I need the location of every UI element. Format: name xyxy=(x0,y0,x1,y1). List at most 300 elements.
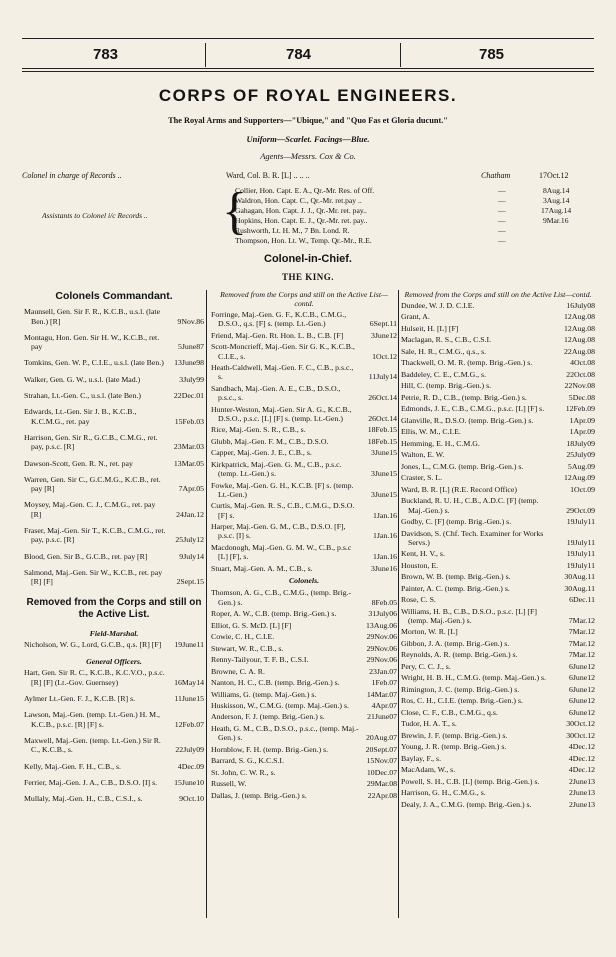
appointment-date: 21June07 xyxy=(367,712,397,722)
appointment-date: 12Aug.09 xyxy=(564,473,595,483)
appointment-date: 29Nov.06 xyxy=(366,643,397,653)
officer-name: Lawson, Maj.-Gen. (temp. Lt.-Gen.) H. M., K.C.B., p.s.c. [R] [F] s. xyxy=(24,710,160,729)
officer-name: Stewart, W. R., C.B., s. xyxy=(211,643,284,653)
officer-name: Sale, H. R., C.M.G., q.s., s. xyxy=(401,346,487,356)
officer-name: Pery, C. C. J., s. xyxy=(401,661,451,671)
appointment-date: 7Mar.12 xyxy=(568,627,595,637)
officer-name: Hornblow, F. H. (temp. Brig.-Gen.) s. xyxy=(211,744,329,754)
officer-name: Huskisson, W., C.M.G. (temp. Maj.-Gen.) s. xyxy=(211,701,349,710)
general-officers-list xyxy=(24,668,204,803)
officer-entry xyxy=(401,358,595,367)
officer-name: Young, J. R. (temp. Brig.-Gen.) s. xyxy=(401,742,507,752)
appointment-date: 22Apr.08 xyxy=(367,790,397,800)
appointment-date: 1Oct.12 xyxy=(372,351,397,361)
colonels-commandant-heading: Colonels Commandant. xyxy=(55,290,173,302)
officer-entry xyxy=(24,475,204,494)
officer-name: Nicholson, W. G., Lord, G.C.B., q.s. [R] [F] xyxy=(24,639,162,649)
officer-entry xyxy=(211,678,397,687)
officer-entry xyxy=(24,710,204,729)
officer-name: Hulseit, H. [L] [F] xyxy=(401,323,459,333)
officer-name: Curtis, Maj.-Gen. R. S., C.B., C.M.G., D.S.O. [F] s. xyxy=(211,501,355,520)
officer-entry xyxy=(401,324,595,333)
officer-entry xyxy=(401,335,595,344)
appointment-date: 3June15 xyxy=(371,469,397,479)
agents-line: Agents—Messrs. Cox & Co. xyxy=(260,151,356,161)
appointment-date: 12Aug.08 xyxy=(564,335,595,345)
officer-name: Barrard, S. G., K.C.S.I. xyxy=(211,756,284,766)
officer-name: Forringe, Maj.-Gen. G. F., K.C.B., C.M.G., D.S.O., q.s. [F] s. (temp. Lt.-Gen.) xyxy=(211,310,347,329)
officer-name: Harper, Maj.-Gen. G. M., C.B., D.S.O. [F], p.s.c. [I] s. xyxy=(211,522,346,541)
officer-name: Anderson, F. J. (temp. Brig.-Gen.) s. xyxy=(211,712,325,722)
appointment-date: 3June15 xyxy=(371,448,397,458)
appointment-date: 9Nov.86 xyxy=(177,316,204,326)
assistant-dash: — xyxy=(498,216,506,225)
appointment-date: 22Aug.08 xyxy=(564,346,595,356)
column-header: Removed from the Corps and still on the Active List—contd. xyxy=(220,290,388,308)
page-number-divider xyxy=(400,43,401,67)
assistant-dash: — xyxy=(498,186,506,195)
assistant-dash: — xyxy=(498,196,506,205)
assistants-label: Assistants to Colonel i/c Records .. xyxy=(42,211,148,220)
appointment-date: 23Mar.03 xyxy=(173,442,204,452)
officer-entry xyxy=(401,370,595,379)
officer-name: Dundee, W. J. D. C.I.E. xyxy=(401,301,475,310)
officer-name: Cowie, C. H., C.I.E. xyxy=(211,632,275,642)
officer-entry xyxy=(24,526,204,545)
officer-entry xyxy=(211,310,397,329)
officer-name: Montagu, Hon. Gen. Sir H. W., K.C.B., ret. pay xyxy=(24,332,160,352)
officer-entry xyxy=(401,719,595,728)
appointment-date: 4Dec.12 xyxy=(568,753,595,763)
appointment-date: 7Mar.12 xyxy=(568,638,595,648)
officer-name: Harrison, Gen. Sir R., G.C.B., C.M.G., ret. pay, p.s.c. [R] xyxy=(24,432,158,452)
appointment-date: 20Sept.07 xyxy=(365,744,397,754)
officer-entry xyxy=(401,662,595,671)
officer-name: Reynolds, A. R. (temp. Brig.-Gen.) s. xyxy=(401,650,518,660)
appointment-date: 23Jan.07 xyxy=(369,666,397,676)
officer-name: Mullaly, Maj.-Gen. H., C.B., C.S.I., s. xyxy=(24,794,143,804)
officer-name: Baylay, F., s. xyxy=(401,753,442,763)
officer-name: Walton, E. W. xyxy=(401,450,445,460)
officer-name: Maunsell, Gen. Sir F. R., K.C.B., u.s.l. (late Ben.) [R] xyxy=(24,307,161,326)
officer-name: Glubb, Maj.-Gen. F. M., C.B., D.S.O. xyxy=(211,436,329,446)
officer-name: Renny-Tailyour, T. F. B., C.S.I. xyxy=(211,655,309,665)
officer-name: Dawson-Scott, Gen. R. N., ret. pay xyxy=(24,458,133,468)
brace-glyph: { xyxy=(222,183,247,240)
top-rule xyxy=(22,38,594,39)
general-officers-heading: General Officers. xyxy=(86,657,142,667)
appointment-date: 22July09 xyxy=(175,745,204,755)
officer-name: Stuart, Maj.-Gen. A. M., C.B., s. xyxy=(211,563,313,573)
appointment-date: 18July09 xyxy=(566,438,595,448)
column-rule xyxy=(206,290,207,918)
appointment-date: 2June13 xyxy=(569,776,595,786)
officer-name: Rice, Maj.-Gen. S. R., C.B., s. xyxy=(211,425,306,435)
appointment-date: 22Nov.08 xyxy=(564,381,595,391)
column-middle xyxy=(211,290,397,802)
column-rule xyxy=(398,290,399,918)
appointment-date: 2Sept.15 xyxy=(176,577,204,587)
column-right xyxy=(401,290,595,811)
appointment-date: 1Apr.09 xyxy=(569,427,595,437)
officer-entry xyxy=(401,607,595,626)
appointment-date: 3June15 xyxy=(371,489,397,499)
officer-entry xyxy=(401,650,595,659)
assistant-name: Gahagan, Hon. Capt. J. J., Qr.-Mr. ret. pay.. xyxy=(235,206,367,215)
appointment-date: 1Jan.16 xyxy=(372,531,397,541)
appointment-date: 1Apr.09 xyxy=(569,415,595,425)
header-rule xyxy=(22,68,594,69)
appointment-date: 12Aug.08 xyxy=(564,312,595,322)
officer-entry xyxy=(211,655,397,664)
officer-entry xyxy=(24,433,204,452)
officer-name: Sandbach, Maj.-Gen. A. E., C.B., D.S.O., p.s.c., s. xyxy=(211,383,341,403)
appointment-date: 12Feb.09 xyxy=(565,404,595,414)
officer-entry xyxy=(401,439,595,448)
officer-entry xyxy=(401,742,595,751)
officer-entry xyxy=(401,381,595,390)
appointment-date: 29Oct.09 xyxy=(566,505,595,515)
officer-name: Edmonds, J. E., C.B., C.M.G., p.s.c. [L] [F] s. xyxy=(401,404,545,414)
appointment-date: 6Sept.11 xyxy=(369,319,397,329)
officer-name: Ros, C. H., C.I.E. (temp. Brig.-Gen.) s. xyxy=(401,696,523,706)
officer-entry xyxy=(211,405,397,424)
assistant-date: 17Aug.14 xyxy=(541,206,572,215)
appointment-date: 15Feb.03 xyxy=(174,416,204,426)
appointment-date: 31July06 xyxy=(368,609,397,619)
officer-entry xyxy=(24,307,204,326)
appointment-date: 7Mar.12 xyxy=(568,650,595,660)
colonel-records-label: Colonel in charge of Records .. xyxy=(22,171,122,180)
officer-name: Scott-Moncrieff, Maj.-Gen. Sir G. K., K.C.B., C.I.E., s. xyxy=(211,342,355,361)
page-number-center: 784 xyxy=(286,46,312,63)
appointment-date: 6June12 xyxy=(569,684,595,694)
colonels-heading: Colonels. xyxy=(288,576,320,586)
appointment-date: 1Oct.09 xyxy=(570,484,595,494)
officer-entry xyxy=(401,473,595,482)
officer-entry xyxy=(401,485,595,494)
assistant-dash: — xyxy=(498,226,506,235)
officer-name: Kelly, Maj.-Gen. F. H., C.B., s. xyxy=(24,761,121,771)
officer-entry xyxy=(24,407,204,426)
assistant-name: Collier, Hon. Capt. E. A., Qr.-Mr. Res. of Off. xyxy=(235,186,375,195)
colonel-records-place: Chatham xyxy=(481,171,511,180)
officer-name: Warren, Gen. Sir C., G.C.M.G., K.C.B., ret. pay [R] xyxy=(24,474,161,494)
officer-entry xyxy=(211,632,397,641)
appointment-date: 13Aug.06 xyxy=(366,620,397,630)
header-rule xyxy=(22,71,594,72)
appointment-date: 13June98 xyxy=(174,358,204,368)
assistant-date: 3Aug.14 xyxy=(543,196,570,205)
officer-entry xyxy=(24,640,204,649)
appointment-date: 3June16 xyxy=(371,563,397,573)
officer-name: Macdonogh, Maj.-Gen. G. M. W., C.B., p.s.c [L] [F], s. xyxy=(211,542,352,562)
appointment-date: 26Oct.14 xyxy=(368,393,397,403)
officer-name: Heath, G. M., C.B., D.S.O., p.s.c., (temp. Maj.-Gen.) s. xyxy=(211,723,359,743)
officer-entry xyxy=(24,552,204,561)
assistant-dash: — xyxy=(498,206,506,215)
officer-entry xyxy=(401,754,595,763)
officer-entry xyxy=(211,437,397,446)
appointment-date: 18Feb.15 xyxy=(367,425,397,435)
appointment-date: 19July11 xyxy=(566,560,595,570)
officer-entry xyxy=(401,462,595,471)
officer-name: Grant, A. xyxy=(401,312,430,322)
appointment-date: 6June12 xyxy=(569,707,595,717)
officer-entry xyxy=(401,595,595,604)
appointment-date: 16July08 xyxy=(566,301,595,310)
officer-entry xyxy=(211,791,397,800)
officer-entry xyxy=(211,501,397,520)
field-marshal-list xyxy=(24,640,204,649)
officer-entry xyxy=(401,788,595,797)
officer-name: Gibbon, J. A. (temp. Brig.-Gen.) s. xyxy=(401,638,510,648)
officer-name: Brewin, J. F. (temp. Brig.-Gen.) s. xyxy=(401,730,508,740)
appointment-date: 9July14 xyxy=(179,551,204,561)
appointment-date: 5Aug.09 xyxy=(567,461,595,471)
appointment-date: 9Oct.10 xyxy=(179,794,204,804)
officer-name: Rimington, J. C. (temp. Brig.-Gen.) s. xyxy=(401,684,520,694)
officer-entry xyxy=(401,517,595,526)
officer-entry xyxy=(211,745,397,754)
officer-name: Buckland, R. U. H., C.B., A.D.C. [F] (temp. Maj.-Gen.) s. xyxy=(401,496,539,515)
officer-entry xyxy=(211,779,397,788)
officer-entry xyxy=(401,777,595,786)
appointment-date: 11July14 xyxy=(368,372,397,382)
officer-name: Dealy, J. A., C.M.G. (temp. Brig.-Gen.) s. xyxy=(401,799,532,809)
arms-line: The Royal Arms and Supporters—"Ubique," and "Quo Fas et Gloria ducunt." xyxy=(168,116,448,125)
appointment-date: 6Dec.11 xyxy=(569,595,595,605)
appointment-date: 7Mar.12 xyxy=(568,616,595,625)
officer-entry xyxy=(401,572,595,581)
appointment-date: 10Dec.07 xyxy=(366,767,397,777)
appointment-date: 3July99 xyxy=(179,374,204,384)
officer-entry xyxy=(211,621,397,630)
colonel-records-date: 17Oct.12 xyxy=(539,171,569,180)
officer-entry xyxy=(24,375,204,384)
officer-entry xyxy=(211,342,397,361)
officer-entry xyxy=(211,331,397,340)
appointment-date: 12Aug.08 xyxy=(564,323,595,333)
officer-entry xyxy=(401,427,595,436)
general-officers-list xyxy=(211,310,397,573)
officer-entry xyxy=(401,584,595,593)
officer-entry xyxy=(24,568,204,587)
officer-name: Fowke, Maj.-Gen. G. H., K.C.B. [F] s. (temp. Lt.-Gen.) xyxy=(211,480,354,499)
officer-name: Powell, S. H., C.B. [L] (temp. Brig.-Gen.) s. xyxy=(401,776,540,786)
officer-entry xyxy=(211,425,397,434)
assistant-dash: — xyxy=(498,236,506,245)
appointment-date: 30Aug.11 xyxy=(564,583,595,593)
officer-entry xyxy=(401,301,595,310)
appointment-date: 20Aug.07 xyxy=(366,733,397,743)
officer-entry xyxy=(401,800,595,809)
appointment-date: 6June12 xyxy=(569,661,595,671)
officer-name: Edwards, Lt.-Gen. Sir J. B., K.C.B., K.C.M.G., ret. pay xyxy=(24,407,137,426)
appointment-date: 19July11 xyxy=(566,549,595,559)
officer-name: Walker, Gen. G. W., u.s.l. (late Mad.) xyxy=(24,374,141,384)
officer-entry xyxy=(211,609,397,618)
officer-name: Godby, C. [F] (temp. Brig.-Gen.) s. xyxy=(401,517,512,527)
officer-entry xyxy=(401,416,595,425)
appointment-date: 7Apr.05 xyxy=(178,484,204,494)
colonels-commandant-list xyxy=(24,307,204,586)
colonels-list xyxy=(401,301,595,809)
officer-entry xyxy=(211,768,397,777)
officer-name: Williams, G. (temp. Maj.-Gen.) s. xyxy=(211,689,317,699)
officer-name: Tomkins, Gen. W. P., C.I.E., u.s.l. (late Ben.) xyxy=(24,358,164,368)
column-header: Removed from the Corps and still on the Active List—contd. xyxy=(404,290,592,299)
appointment-date: 22Oct.08 xyxy=(566,369,595,379)
assistant-name: Thompson, Hon. Lt. W., Temp. Qr.-Mr., R.E. xyxy=(235,236,372,245)
appointment-date: 3June12 xyxy=(371,330,397,340)
officer-entry xyxy=(401,529,595,548)
officer-entry xyxy=(211,448,397,457)
assistant-date: 9Mar.16 xyxy=(543,216,569,225)
officer-entry xyxy=(211,667,397,676)
page-title: CORPS OF ROYAL ENGINEERS. xyxy=(158,86,458,105)
officer-name: Maxwell, Maj.-Gen. (temp. Lt.-Gen.) Sir R. C., K.C.B., s. xyxy=(24,735,161,755)
officer-entry xyxy=(211,724,397,743)
officer-entry xyxy=(211,701,397,710)
page-number-right: 785 xyxy=(479,46,505,63)
officer-entry xyxy=(401,639,595,648)
appointment-date: 15Nov.07 xyxy=(366,756,397,766)
appointment-date: 6June12 xyxy=(569,696,595,706)
officer-name: Roper, A. W., C.B. (temp. Brig.-Gen.) s. xyxy=(211,609,337,619)
officer-name: Maclagan, R. S., C.B., C.S.I. xyxy=(401,335,492,345)
officer-entry xyxy=(401,312,595,321)
officer-entry xyxy=(401,450,595,459)
officer-name: Nanton, H. C., C.B. (temp. Brig.-Gen.) s. xyxy=(211,678,340,688)
appointment-date: 2June13 xyxy=(569,799,595,809)
page-number-divider xyxy=(205,43,206,67)
appointment-date: 5June87 xyxy=(178,342,204,352)
appointment-date: 1Jan.16 xyxy=(372,552,397,562)
colonel-records-name: Ward, Col. B. R. [L] .. .. .. xyxy=(226,171,310,180)
colonels-list xyxy=(211,588,397,800)
appointment-date: 16May14 xyxy=(174,677,204,687)
appointment-date: 4Dec.12 xyxy=(568,765,595,775)
appointment-date: 4Oct.08 xyxy=(570,358,595,368)
officer-name: Morton, W. R. [L] xyxy=(401,627,458,637)
appointment-date: 25July12 xyxy=(175,535,204,545)
uniform-line: Uniform—Scarlet. Facings—Blue. xyxy=(246,134,370,144)
appointment-date: 8Feb.05 xyxy=(371,597,397,607)
appointment-date: 4Dec.09 xyxy=(177,761,204,771)
officer-entry xyxy=(24,500,204,519)
officer-entry xyxy=(24,794,204,803)
officer-name: Kent, H. V., s. xyxy=(401,549,445,559)
officer-entry xyxy=(401,393,595,402)
officer-entry xyxy=(401,561,595,570)
appointment-date: 29Nov.06 xyxy=(366,655,397,665)
officer-entry xyxy=(24,778,204,787)
officer-name: Hill, C. (temp. Brig.-Gen.) s. xyxy=(401,381,492,391)
officer-name: Russell, W. xyxy=(211,779,247,789)
appointment-date: 18Feb.15 xyxy=(367,436,397,446)
officer-entry xyxy=(24,668,204,687)
officer-name: Craster, S. L. xyxy=(401,473,443,483)
field-marshal-heading: Field-Marshal. xyxy=(89,628,139,638)
appointment-date: 29Nov.06 xyxy=(366,632,397,642)
removed-heading: Removed from the Corps and still on the Active List. xyxy=(26,596,202,620)
officer-name: Thomson, A. G., C.B., C.M.G., (temp. Brig.-Gen.) s. xyxy=(211,588,352,607)
officer-entry xyxy=(401,765,595,774)
officer-entry xyxy=(24,358,204,367)
officer-entry xyxy=(24,736,204,755)
officer-name: Houston, E. xyxy=(401,560,439,570)
officer-name: Thackwell, O. M. R. (temp. Brig.-Gen.) s. xyxy=(401,358,533,368)
officer-name: Brown, W. B. (temp. Brig.-Gen.) s. xyxy=(401,572,511,582)
appointment-date: 14Mar.07 xyxy=(366,689,397,699)
officer-entry xyxy=(211,564,397,573)
appointment-date: 19July11 xyxy=(566,517,595,527)
officer-entry xyxy=(401,404,595,413)
officer-name: Hart, Gen. Sir R. C., K.C.B., K.C.V.O., p.s.c. [R] [F] (Lt.-Gov. Guernsey) xyxy=(24,668,165,687)
officer-name: Davidson, S. (Chf. Tech. Examiner for Works Servs.) xyxy=(401,528,544,547)
officer-entry xyxy=(211,543,397,562)
officer-entry xyxy=(401,685,595,694)
colonel-in-chief-heading: Colonel-in-Chief. xyxy=(264,253,352,265)
officer-name: Aylmer Lt.-Gen. F. J., K.C.B. [R] s. xyxy=(24,694,136,704)
the-king: THE KING. xyxy=(281,272,334,282)
appointment-date: 26Oct.14 xyxy=(368,413,397,423)
officer-entry xyxy=(211,363,397,382)
officer-entry xyxy=(211,690,397,699)
officer-name: Hemming, E. H., C.M.G. xyxy=(401,438,480,448)
officer-entry xyxy=(211,712,397,721)
appointment-date: 6June12 xyxy=(569,673,595,683)
officer-name: Fraser, Maj.-Gen. Sir T., K.C.B., C.M.G., ret. pay, p.s.c. [R] xyxy=(24,526,166,545)
appointment-date: 12Feb.07 xyxy=(174,719,204,729)
appointment-date: 2June13 xyxy=(569,788,595,798)
officer-name: Ward, B. R. [L] (R.E. Record Office) xyxy=(401,484,517,494)
column-left xyxy=(24,290,204,810)
officer-name: Moysey, Maj.-Gen. C. J., C.M.G., ret. pay [R] xyxy=(24,500,156,519)
appointment-date: 4Dec.12 xyxy=(568,742,595,752)
officer-entry xyxy=(211,756,397,765)
officer-name: Kirkpatrick, Maj.-Gen. G. M., C.B., p.s.c. (temp. Lt.-Gen.) s. xyxy=(211,459,342,479)
officer-entry xyxy=(401,696,595,705)
assistant-date: 8Aug.14 xyxy=(543,186,570,195)
officer-name: Wright, H. B. H., C.M.G. (temp. Maj.-Gen.) s. xyxy=(401,673,546,683)
officer-entry xyxy=(24,333,204,352)
officer-entry xyxy=(401,347,595,356)
officer-entry xyxy=(401,708,595,717)
officer-name: Browne, C. A. R. xyxy=(211,666,265,676)
assistant-name: Waldron, Hon. Capt. C., Qr.-Mr. ret.pay .. xyxy=(235,196,362,205)
officer-name: Ferrier, Maj.-Gen. J. A., C.B., D.S.O. [I] s. xyxy=(24,777,158,787)
officer-entry xyxy=(401,549,595,558)
officer-entry xyxy=(211,588,397,607)
appointment-date: 24Jan.12 xyxy=(176,509,204,519)
officer-name: Jones, L., C.M.G. (temp. Brig.-Gen.) s. xyxy=(401,461,524,471)
appointment-date: 5Dec.08 xyxy=(568,392,595,402)
appointment-date: 29Mar.08 xyxy=(366,779,397,789)
officer-name: Blood, Gen. Sir B., G.C.B., ret. pay [R] xyxy=(24,551,148,561)
officer-entry xyxy=(401,496,595,515)
officer-name: Strahan, Lt.-Gen. C., u.s.l. (late Ben.) xyxy=(24,391,141,401)
officer-name: Petrie, R. D., C.B., (temp. Brig.-Gen.) s. xyxy=(401,392,527,402)
officer-entry xyxy=(211,460,397,479)
appointment-date: 15June10 xyxy=(174,777,204,787)
officer-name: St. John, C. W. R., s. xyxy=(211,767,276,777)
officer-entry xyxy=(401,673,595,682)
officer-name: Baddeley, C. E., C.M.G., s. xyxy=(401,369,487,379)
officer-name: Heath-Caldwell, Maj.-Gen. F. C., C.B., p.s.c., s. xyxy=(211,363,354,382)
officer-name: Rose, C. S. xyxy=(401,595,436,605)
